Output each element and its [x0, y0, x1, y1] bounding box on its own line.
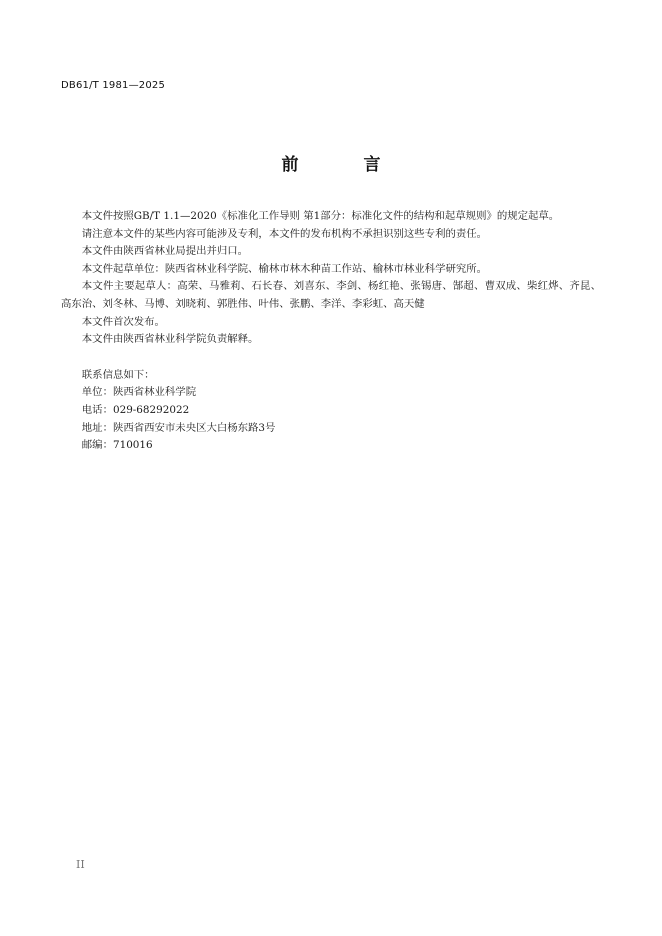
contact-postcode: 邮编：710016 — [81, 439, 153, 452]
section-spacer — [61, 349, 601, 367]
contact-unit: 单位：陕西省林业科学院 — [81, 386, 197, 399]
contact-address: 地址：陕西省西安市未央区大白杨东路3号 — [81, 421, 276, 434]
contact-phone: 电话：029-68292022 — [81, 403, 190, 416]
paragraph-patent-notice: 请注意本文件的某些内容可能涉及专利，本文件的发布机构不承担识别这些专利的责任。 — [81, 227, 488, 240]
paragraph-first-release: 本文件首次发布。 — [81, 315, 165, 328]
paragraph-drafting-rules: 本文件按照GB/T 1.1—2020《标准化工作导则 第1部分：标准化文件的结构和起草规则》的规定起草。 — [81, 210, 560, 222]
paragraph-drafters: 本文件主要起草人：高荣、马雅莉、石长春、刘喜东、李剑、杨红艳、张锡唐、郜超、曹双成、柴红烨、齐昆、高东治、刘冬林、马博、刘晓莉、郭胜伟、叶伟、张鹏、李洋、李彩虹、高天健 — [61, 280, 601, 310]
paragraph-proposer: 本文件由陕西省林业局提出并归口。 — [81, 245, 249, 258]
foreword-body — [61, 208, 601, 455]
page-number: II — [76, 858, 85, 871]
foreword-title: 前 言 — [281, 155, 405, 175]
contact-info — [61, 367, 601, 455]
contact-heading: 联系信息如下： — [81, 368, 155, 381]
document-code: DB61/T 1981—2025 — [61, 80, 166, 91]
paragraph-interpretation: 本文件由陕西省林业科学院负责解释。 — [81, 333, 259, 346]
paragraph-drafting-units: 本文件起草单位：陕西省林业科学院、榆林市林木种苗工作站、榆林市林业科学研究所。 — [81, 262, 488, 275]
